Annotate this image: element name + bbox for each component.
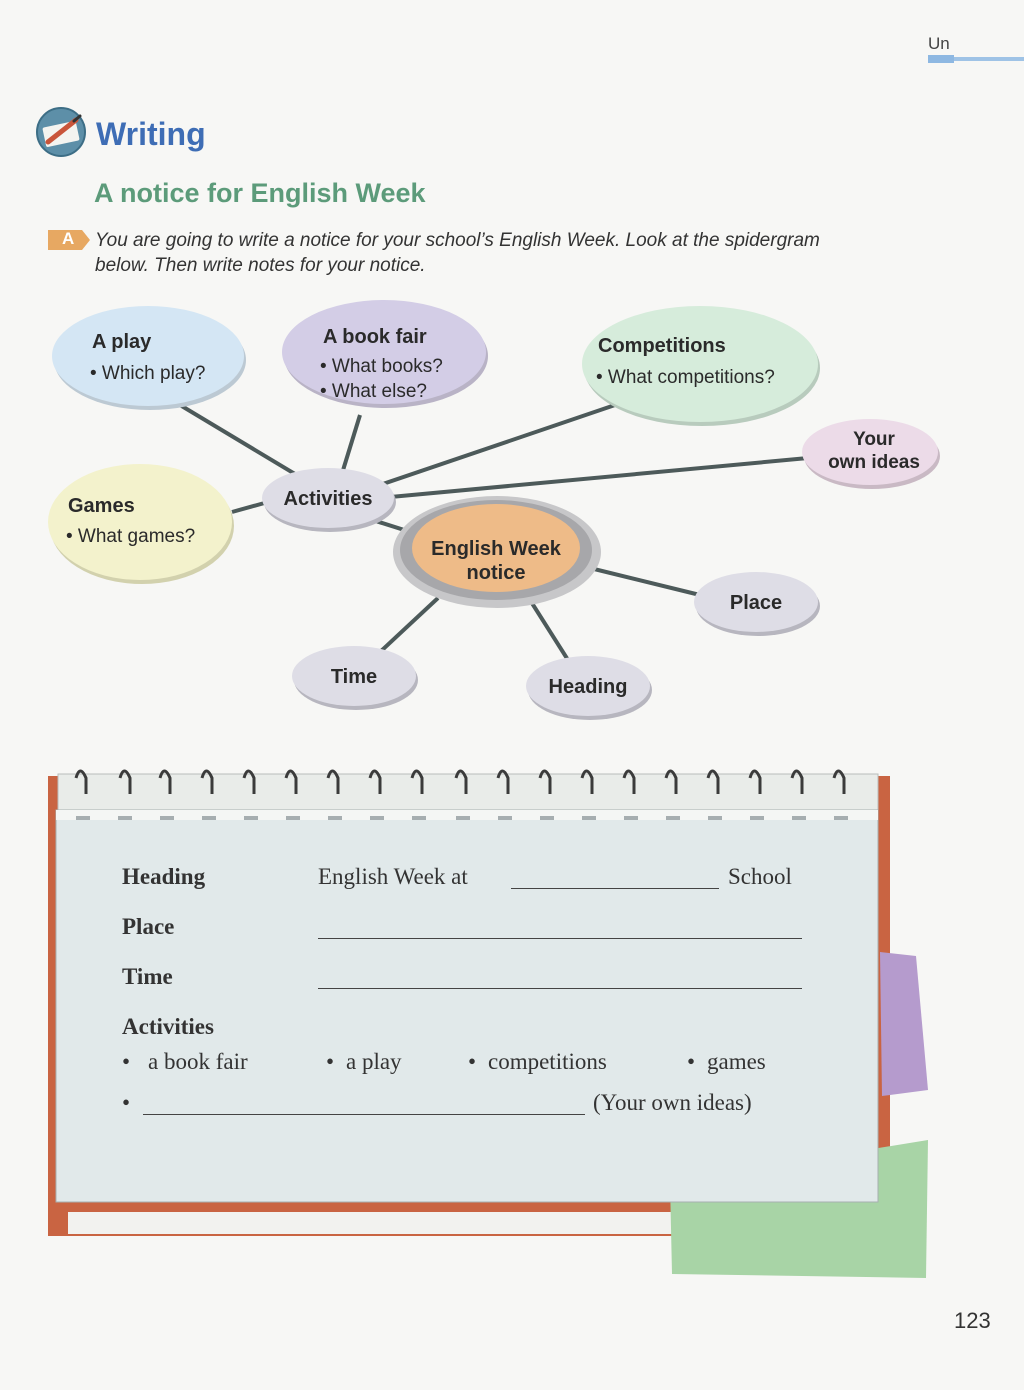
activity-item-1: a book fair [148,1049,248,1074]
activity-bullet-2: • [326,1049,335,1074]
task-instructions: You are going to write a notice for your school’s English Week. Look at the spidergram below. Then write notes for your notice. [95,230,820,276]
section-title: Writing [96,116,206,152]
bubble-heading-label: Heading [548,676,628,698]
bubble-heading [526,656,652,720]
bubble-competitions-title: Competitions [598,335,726,357]
activities-label: Activities [122,1014,214,1039]
bubble-competitions [582,306,820,426]
bubble-play-title: A play [92,331,152,353]
bubble-center-line2: notice [466,562,526,584]
place-blank[interactable] [318,938,802,939]
bubble-center [393,496,601,608]
bubble-competitions-item: • What competitions? [596,367,775,388]
heading-prefix: English Week at [318,864,468,889]
activity-bullet-1: • [122,1049,131,1074]
activity-bullet-4: • [687,1049,696,1074]
heading-suffix: School [728,864,792,889]
place-label: Place [122,914,175,939]
heading-label: Heading [122,864,206,889]
section-subtitle: A notice for English Week [94,178,426,208]
bubble-play-item: • Which play? [90,363,206,384]
own-ideas-blank[interactable] [143,1114,585,1115]
bubble-own-ideas [802,419,940,489]
task-letter: A [62,229,75,248]
bubble-games-item: • What games? [66,526,196,547]
bubble-center-line1: English Week [431,538,561,560]
bubble-games [48,464,234,584]
bubble-games-title: Games [68,495,135,517]
own-ideas-bullet: • [122,1090,131,1115]
writing-pen-icon [34,106,88,158]
bubble-book-fair-item-2: • What else? [320,381,427,402]
unit-tab-marker [928,55,954,63]
activity-item-3: competitions [488,1049,607,1074]
activity-bullet-3: • [468,1049,477,1074]
bubble-activities-label: Activities [283,488,373,510]
bubble-play [52,306,246,410]
bubble-own-ideas-line2: own ideas [828,452,920,473]
bubble-place [694,572,820,636]
bubble-time [292,646,418,710]
bubble-book-fair-item-1: • What books? [320,356,443,377]
page-number: 123 [954,1308,991,1333]
bubble-own-ideas-line1: Your [853,429,895,450]
own-ideas-note: (Your own ideas) [593,1090,752,1115]
unit-tab-label: Un [928,34,950,53]
bubble-place-label: Place [729,592,783,614]
time-label: Time [122,964,173,989]
bubble-book-fair [282,300,488,408]
activity-item-2: a play [346,1049,402,1074]
time-blank[interactable] [318,988,802,989]
bubble-book-fair-title: A book fair [323,326,427,348]
heading-blank[interactable] [511,888,719,889]
bubble-activities [262,468,396,532]
spidergram [0,290,1024,730]
bubble-time-label: Time [330,666,378,688]
activity-item-4: games [707,1049,766,1074]
notebook [48,752,938,1292]
